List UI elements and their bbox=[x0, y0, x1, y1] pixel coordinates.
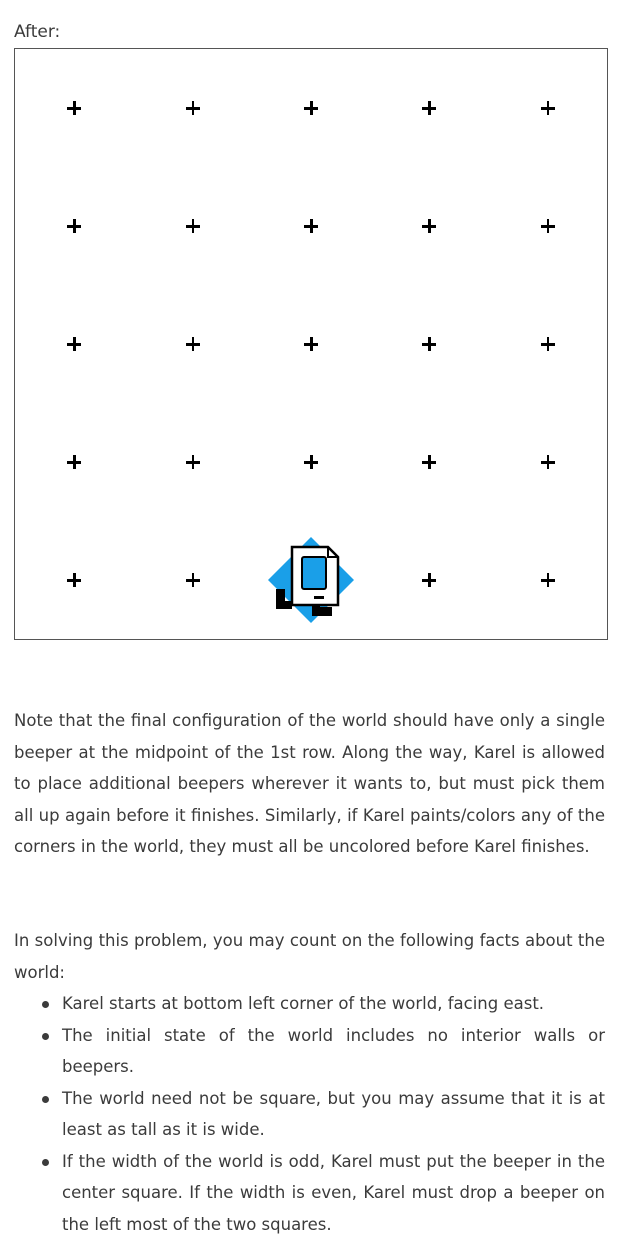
facts-list bbox=[40, 988, 605, 1240]
corner-marker bbox=[67, 101, 81, 115]
fact-item bbox=[40, 1146, 605, 1241]
fact-text: Karel starts at bottom left corner of the world, facing east. bbox=[62, 994, 545, 1013]
corner-marker bbox=[186, 455, 200, 469]
corner-marker bbox=[422, 101, 436, 115]
bullet-icon bbox=[42, 1096, 49, 1103]
corner-marker bbox=[422, 455, 436, 469]
corner-marker bbox=[304, 219, 318, 233]
corner-marker bbox=[186, 219, 200, 233]
corner-marker bbox=[541, 573, 555, 587]
description-paragraph-2: In solving this problem, you may count on the following facts about the world: bbox=[14, 931, 605, 982]
corner-marker bbox=[304, 455, 318, 469]
corner-marker bbox=[67, 219, 81, 233]
karel-world-grid bbox=[14, 48, 608, 640]
corner-marker bbox=[186, 101, 200, 115]
fact-text: The initial state of the world includes no interior walls or beepers. bbox=[62, 1025, 605, 1076]
bullet-icon bbox=[42, 1159, 49, 1166]
corner-marker bbox=[541, 455, 555, 469]
corner-marker bbox=[422, 219, 436, 233]
fact-item bbox=[40, 988, 605, 1020]
after-label: After: bbox=[14, 22, 61, 42]
bullet-icon bbox=[42, 1001, 49, 1008]
corner-marker bbox=[541, 219, 555, 233]
corner-marker bbox=[304, 337, 318, 351]
karel-robot-icon bbox=[266, 535, 356, 625]
corner-marker bbox=[67, 337, 81, 351]
corner-marker bbox=[422, 573, 436, 587]
corner-marker bbox=[541, 337, 555, 351]
fact-item bbox=[40, 1020, 605, 1083]
fact-text: The world need not be square, but you may assume that it is at least as tall as it is wide. bbox=[62, 1088, 605, 1139]
fact-item bbox=[40, 1083, 605, 1146]
fact-text: If the width of the world is odd, Karel must put the beeper in the center square. If the width is even, Karel must drop a beeper on the left most of the two squares. bbox=[62, 1151, 605, 1234]
corner-marker bbox=[186, 337, 200, 351]
corner-marker bbox=[186, 573, 200, 587]
corner-marker bbox=[304, 101, 318, 115]
description-paragraph-1: Note that the final configuration of the world should have only a single beeper at the midpoint of the 1st row. Along the way, Karel is allowed to place additional beepers wherever it wants to, but must pick them all up again before it finishes. Similarly, if Karel paints/colors any of the corners in the world, they must all be uncolored before Karel finishes. bbox=[14, 711, 605, 856]
corner-marker bbox=[67, 455, 81, 469]
bullet-icon bbox=[42, 1033, 49, 1040]
corner-marker bbox=[67, 573, 81, 587]
corner-marker bbox=[422, 337, 436, 351]
corner-marker bbox=[541, 101, 555, 115]
